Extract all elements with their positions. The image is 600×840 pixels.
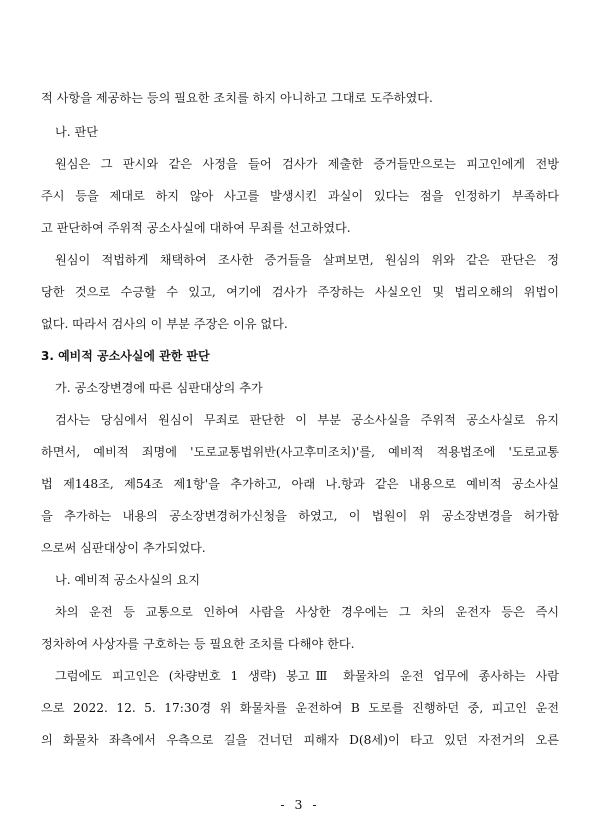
paragraph-line: 그럼에도 피고인은 (차량번호 1 생략) 봉고Ⅲ 화물차의 운전 업무에 종사하는 사람 — [55, 669, 559, 683]
paragraph-line: 으로써 심판대상이 추가되었다. — [41, 541, 206, 555]
main-heading: 3. 예비적 공소사실에 관한 판단 — [41, 349, 210, 363]
paragraph-line: 고 판단하여 주위적 공소사실에 대하여 무죄를 선고하였다. — [41, 221, 351, 235]
paragraph-line: 검사는 당심에서 원심이 무죄로 판단한 이 부분 공소사실을 주위적 공소사실로 유지 — [55, 413, 559, 427]
paragraph-line: 적 사항을 제공하는 등의 필요한 조치를 하지 아니하고 그대로 도주하였다. — [41, 91, 433, 105]
paragraph-line: 주시 등을 제대로 하지 않아 사고를 발생시킨 과실이 있다는 점을 인정하기 부족하다 — [41, 189, 559, 203]
page-number: - 3 - — [280, 797, 320, 812]
paragraph-line: 원심은 그 판시와 같은 사정을 들어 검사가 제출한 증거들만으로는 피고인에게 전방 — [55, 157, 559, 171]
section-heading: 나. 판단 — [55, 125, 99, 139]
paragraph-line: 당한 것으로 수긍할 수 있고, 여기에 검사가 주장하는 사실오인 및 법리오해의 위법이 — [41, 285, 559, 299]
paragraph-line: 으로 2022. 12. 5. 17:30경 위 화물차를 운전하여 B 도로를 진행하던 중, 피고인 운전 — [41, 701, 559, 715]
paragraph-line: 없다. 따라서 검사의 이 부분 주장은 이유 없다. — [41, 317, 288, 331]
paragraph-line: 을 추가하는 내용의 공소장변경허가신청을 하였고, 이 법원이 위 공소장변경을 허가함 — [41, 509, 559, 523]
paragraph-line: 하면서, 예비적 죄명에 '도로교통법위반(사고후미조치)'를, 예비적 적용법조에 '도로교통 — [41, 445, 559, 459]
paragraph-line: 차의 운전 등 교통으로 인하여 사람을 사상한 경우에는 그 차의 운전자 등은 즉시 — [55, 605, 559, 619]
paragraph-line: 원심이 적법하게 채택하여 조사한 증거들을 살펴보면, 원심의 위와 같은 판단은 정 — [55, 253, 559, 267]
section-heading: 가. 공소장변경에 따른 심판대상의 추가 — [55, 381, 263, 395]
paragraph-line: 의 화물차 좌측에서 우측으로 길을 건너던 피해자 D(8세)이 타고 있던 자전거의 오른 — [41, 733, 559, 747]
paragraph-line: 정차하여 사상자를 구호하는 등 필요한 조치를 다해야 한다. — [41, 637, 355, 651]
section-heading: 나. 예비적 공소사실의 요지 — [55, 573, 201, 587]
paragraph-line: 법 제148조, 제54조 제1항'을 추가하고, 아래 나.항과 같은 내용으로 예비적 공소사실 — [41, 477, 559, 491]
